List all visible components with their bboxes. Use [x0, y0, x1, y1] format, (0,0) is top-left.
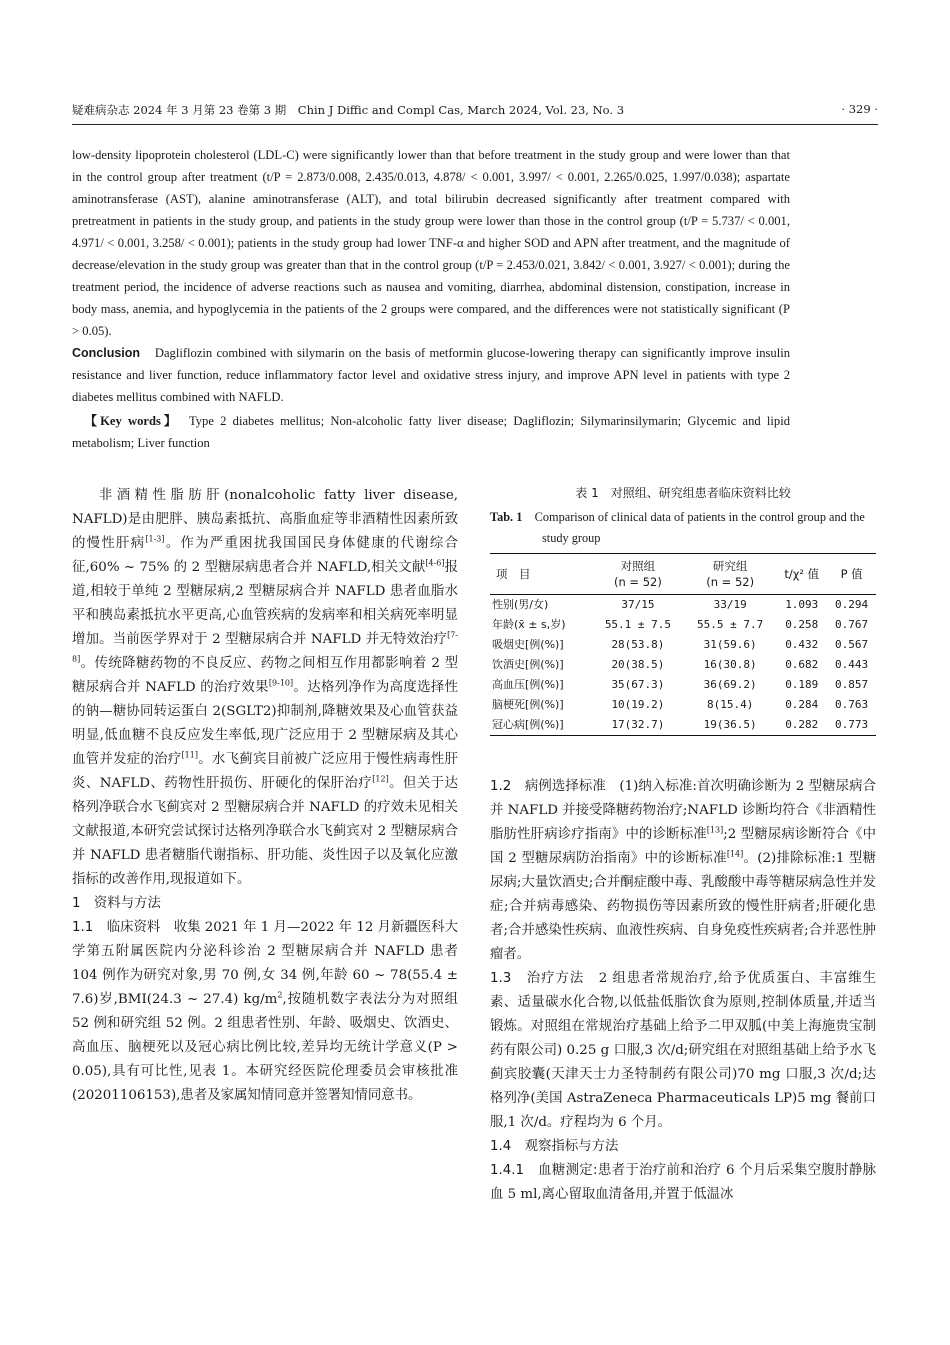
- citation[interactable]: [7-8]: [72, 630, 458, 664]
- running-header: [72, 100, 878, 125]
- table-row: 性别(男/女) 37/15 33/19 1.093 0.294: [492, 598, 869, 611]
- citation[interactable]: [13]: [706, 825, 724, 835]
- table-title-en: Tab. 1 Comparison of clinical data of patients in the control group and the study group: [490, 510, 865, 545]
- clinical-data-table: [490, 553, 876, 736]
- abstract-results: low-density lipoprotein cholesterol (LDL-C) were significantly lower than that before treatment in the study group and were lower than that in the control group after treatment (t/P = 2.873/0.008, 2.435/0.013, 4.878/ < 0.001, 3.997/ < 0.001, 2.265/0.025, 1.997/0.038); aspartate aminotransferase (AST), alanine aminotransferase (ALT), and total bilirubin decreased significantly after treatment compared with pretreatment in patients in the study group, and patients in the study group were lower than those in the control group (t/P = 5.737/ < 0.001, 4.971/ < 0.001, 3.258/ < 0.001); patients in the study group had lower TNF-α and higher SOD and APN after treatment, and the magnitude of decrease/elevation in the study group was greater than that in the control group (t/P = 2.453/0.021, 3.842/ < 0.001, 3.927/ < 0.001); during the treatment period, the incidence of adverse reactions such as nausea and vomiting, diarrhea, abdominal distension, constipation, increase in body mass, anemia, and hypoglycemia in the patients of the 2 groups were compared, and the differences were not statistically significant (P > 0.05).: [72, 148, 790, 338]
- table-row: 年龄(x̄ ± s,岁) 55.1 ± 7.5 55.5 ± 7.7 0.258 0.767: [492, 618, 869, 631]
- citation[interactable]: [11]: [181, 750, 198, 760]
- abstract-keywords: [72, 410, 790, 454]
- section-heading-1-1: 1.1 临床资料: [72, 920, 161, 935]
- section-heading-1-4-1: 1.4.1 血糖测定:: [490, 1163, 598, 1178]
- conclusion-text: Dagliflozin combined with silymarin on the basis of metformin glucose-lowering therapy can significantly improve insulin resistance and liver function, reduce inflammatory factor level and oxidative stress injury, and improve APN level in patients with type 2 diabetes mellitus combined with NAFLD.: [72, 346, 790, 404]
- table-title-cn: 表 1 对照组、研究组患者临床资料比较: [575, 486, 791, 500]
- section-heading-1-3: 1.3 治疗方法: [490, 971, 585, 986]
- keywords-label: 【Key words】: [84, 414, 174, 428]
- left-column: [72, 484, 458, 1108]
- conclusion-label: Conclusion: [72, 346, 141, 360]
- col-header-control: 对照组 (n = 52): [592, 554, 684, 595]
- section-heading-1-2: 1.2 病例选择标准: [490, 779, 606, 794]
- section-heading-1: 1 资料与方法: [72, 896, 161, 911]
- col-header-item: 项 目: [490, 554, 592, 595]
- citation[interactable]: [14]: [726, 849, 744, 859]
- table-1: [490, 484, 876, 736]
- table-row: 饮酒史[例(%)] 20(38.5) 16(30.8) 0.682 0.443: [492, 658, 869, 671]
- table-row: 冠心病[例(%)] 17(32.7) 19(36.5) 0.282 0.773: [490, 715, 876, 736]
- section-1-3-paragraph: 1.3 治疗方法 2 组患者常规治疗,给予优质蛋白、丰富维生素、适量碳水化合物,以低盐低脂饮食为原则,控制体质量,并适当锻炼。对照组在常规治疗基础上给予二甲双胍(中美上海施贵宝制药有限公司) 0.25 g 口服,3 次/d;研究组在对照组基础上给予水飞蓟宾胶囊(天津天士力圣特制药有限公司)70 mg 口服,3 次/d;达格列净(美国 AstraZeneca Pharmaceuticals LP)5 mg 餐前口服,1 次/d。疗程均为 6 个月。: [490, 971, 877, 1130]
- col-header-study: 研究组 (n = 52): [684, 554, 776, 595]
- section-1-2-paragraph: 1.2 病例选择标准 (1)纳入标准:首次明确诊断为 2 型糖尿病合并 NAFLD 并接受降糖药物治疗;NAFLD 诊断均符合《非酒精性脂肪性肝病诊疗指南》中的诊断标准[13];2 型糖尿病诊断符合《中国 2 型糖尿病防治指南》中的诊断标准[14]。(2)排除标准:1 型糖尿病;大量饮酒史;合并酮症酸中毒、乳酸酸中毒等糖尿病急性并发症;合并病毒感染、药物损伤等因素所致的慢性肝病者;肝硬化患者;合并感染性疾病、血液性疾病、自身免疫性疾病者;合并恶性肿瘤者。: [490, 779, 877, 962]
- col-header-p: P 值: [827, 554, 876, 595]
- right-column: [490, 775, 876, 1207]
- section-1-1-paragraph: 1.1 临床资料 收集 2021 年 1 月—2022 年 12 月新疆医科大学第五附属医院内分泌科诊治 2 型糖尿病合并 NAFLD 患者 104 例作为研究对象,男 70 例,女 34 例,年龄 60 ~ 78(55.4 ± 7.6)岁,BMI(24.3 ~ 27.4) $kg/m^2$,按随机数字表法分为对照组 52 例和研究组 52 例。2 组患者性别、年龄、吸烟史、饮酒史、高血压、脑梗死以及冠心病比例比较,差异均无统计学意义(P > 0.05),具有可比性,见表 1。本研究经医院伦理委员会审核批准(20201106153),患者及家属知情同意并签署知情同意书。: [72, 920, 459, 1103]
- citation[interactable]: [9-10]: [268, 678, 294, 688]
- col-header-stat: t/χ² 值: [776, 554, 827, 595]
- table-row: 吸烟史[例(%)] 28(53.8) 31(59.6) 0.432 0.567: [492, 638, 869, 651]
- introduction-paragraph: 非酒精性脂肪肝(nonalcoholic fatty liver disease, NAFLD)是由肥胖、胰岛素抵抗、高脂血症等非酒精性因素所致的慢性肝病[1-3]。作为严重困扰我国国民身体健康的代谢综合征,60% ~ 75% 的 2 型糖尿病患者合并 NAFLD,相关文献[4-6]报道,相较于单纯 2 型糖尿病,2 型糖尿病合并 NAFLD 患者血脂水平和胰岛素抵抗水平更高,心血管疾病的发病率和相关病死率明显增加。当前医学界对于 2 型糖尿病合并 NAFLD 并无特效治疗[7-8]。传统降糖药物的不良反应、药物之间相互作用都影响着 2 型糖尿病合并 NAFLD 的治疗效果[9-10]。达格列净作为高度选择性的钠—糖协同转运蛋白 2(SGLT2)抑制剂,降糖效果及心血管获益明显,低血糖不良反应发生率低,现广泛应用于 2 型糖尿病及其心血管并发症的治疗[11]。水飞蓟宾目前被广泛应用于慢性病毒性肝炎、NAFLD、药物性肝损伤、肝硬化的保肝治疗[12]。但关于达格列净联合水飞蓟宾对 2 型糖尿病合并 NAFLD 的疗效未见相关文献报道,本研究尝试探讨达格列净联合水飞蓟宾对 2 型糖尿病合并 NAFLD 患者糖脂代谢指标、肝功能、炎性因子以及氧化应激指标的改善作用,现报道如下。: [72, 488, 459, 887]
- section-1-4-1-paragraph: 1.4.1 血糖测定:患者于治疗前和治疗 6 个月后采集空腹肘静脉血 5 ml,离心留取血清备用,并置于低温冰: [490, 1163, 876, 1202]
- english-abstract: [72, 144, 790, 454]
- table-row: 脑梗死[例(%)] 10(19.2) 8(15.4) 0.284 0.763: [492, 698, 869, 711]
- citation[interactable]: [1-3]: [145, 534, 165, 544]
- abstract-conclusion: [72, 342, 790, 408]
- keywords-text: Type 2 diabetes mellitus; Non-alcoholic fatty liver disease; Dagliflozin; Silymarinsilymarin; Glycemic and lipid metabolism; Liver function: [72, 414, 790, 450]
- table-row: 高血压[例(%)] 35(67.3) 36(69.2) 0.189 0.857: [492, 678, 869, 691]
- citation[interactable]: [4-6]: [425, 558, 445, 568]
- page-number: · 329 ·: [841, 102, 878, 116]
- citation[interactable]: [12]: [372, 774, 389, 784]
- journal-citation: 疑难病杂志 2024 年 3 月第 23 卷第 3 期 Chin J Diffic and Compl Cas, March 2024, Vol. 23, No. 3: [72, 103, 625, 117]
- section-heading-1-4: 1.4 观察指标与方法: [490, 1139, 619, 1154]
